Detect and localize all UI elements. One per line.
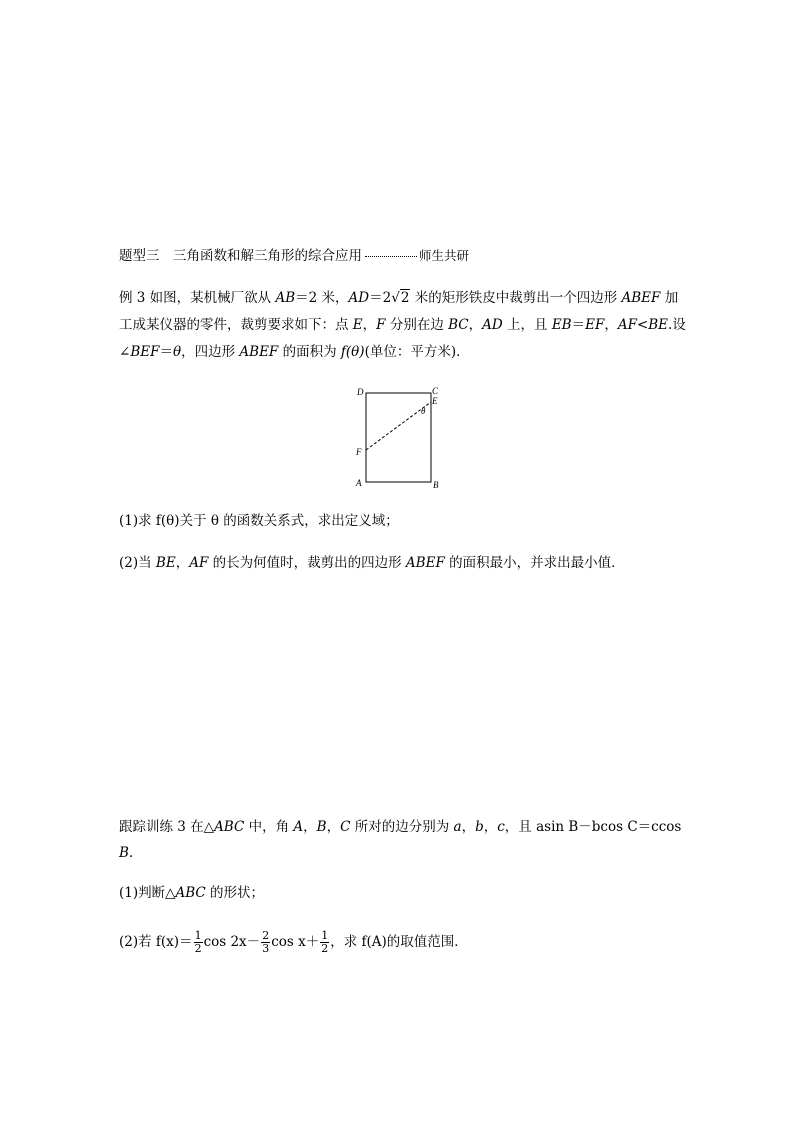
example-q2: (2)当 BE，AF 的长为何值时，裁剪出的四边形 ABEF 的面积最小，并求出最小值． (119, 555, 625, 571)
label-c: C (432, 386, 439, 396)
label-d: D (357, 387, 364, 397)
label-a: A (356, 478, 362, 488)
label-f: F (356, 447, 362, 457)
leader-dots (365, 256, 417, 257)
label-theta: θ (421, 406, 426, 416)
label-b: B (433, 480, 439, 490)
section-title: 题型三 三角函数和解三角形的综合应用 (119, 248, 362, 264)
example-line-1: 例 3 如图，某机械厂欲从 AB＝2 米，AD＝2√2 米的矩形铁皮中裁剪出一个四边形 ABEF 加 (119, 290, 679, 306)
fraction-2: $\frac{2}{3}$ (262, 929, 270, 955)
sqrt-symbol: √2 (391, 290, 410, 306)
fraction-3: $\frac{1}{2}$ (321, 929, 329, 955)
section-tag: 师生共研 (419, 248, 470, 263)
practice-q1: (1)判断△ABC 的形状； (119, 885, 265, 901)
practice-line-1: 跟踪训练 3 在△ABC 中，角 A，B，C 所对的边分别为 a，b，c，且 asin B－bcos C＝ccos (119, 819, 682, 835)
example-line-2: 工成某仪器的零件，裁剪要求如下：点 E，F 分别在边 BC，AD 上，且 EB＝EF，AF<BE.设 (119, 317, 686, 333)
label-e: E (432, 396, 438, 406)
example-q1: (1)求 f(θ)关于 θ 的函数关系式，求出定义域； (119, 513, 399, 529)
section-heading (119, 247, 469, 265)
fraction-1: $\frac{1}{2}$ (194, 929, 202, 955)
practice-line-2: B. (119, 845, 134, 861)
practice-q2: (2)若 f(x)＝ $\frac{1}{2}$ cos 2x－ $\frac{2}{3}$ cos x＋ $\frac{1}{2}$ ，求 f(A)的取值范围． (119, 929, 468, 955)
example-line-3: ∠BEF＝θ，四边形 ABEF 的面积为 f(θ)(单位：平方米)． (119, 344, 470, 360)
rectangle-figure (352, 382, 452, 494)
